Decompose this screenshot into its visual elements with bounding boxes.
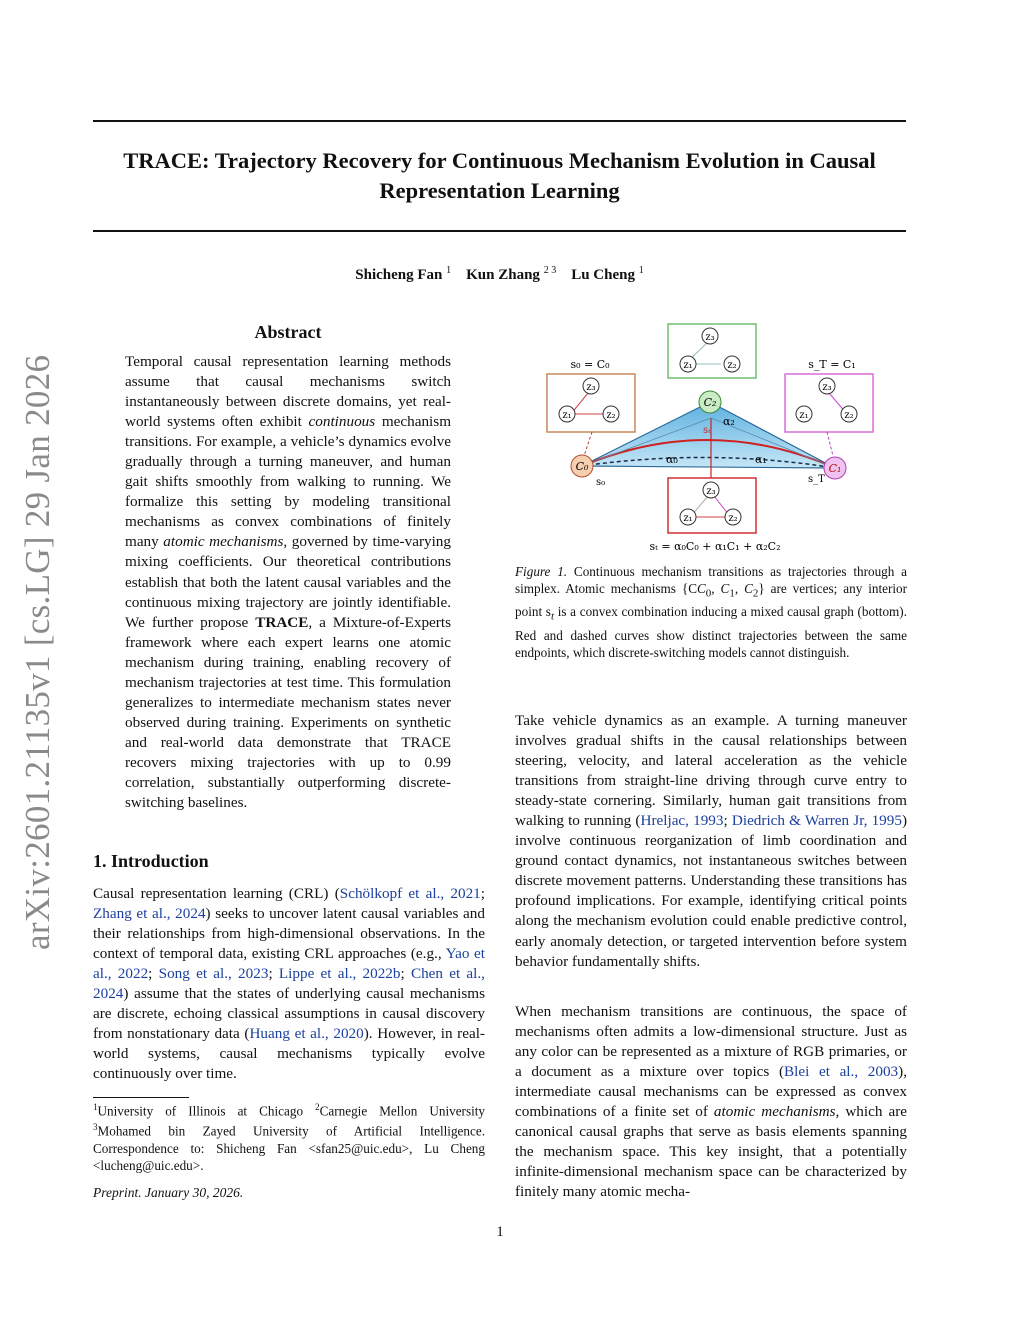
svg-text:C₀: C₀ xyxy=(575,460,589,473)
author-affiliation: 1 xyxy=(446,265,452,276)
svg-text:z₃: z₃ xyxy=(822,382,832,393)
svg-text:z₁: z₁ xyxy=(683,513,693,524)
title-bottom-rule xyxy=(93,230,906,232)
citation-link[interactable]: Chen et al., 2024 xyxy=(93,965,485,1003)
svg-text:z₂: z₂ xyxy=(844,410,854,421)
citation-link[interactable]: Blei et al., 2003 xyxy=(784,1063,899,1081)
abstract-text: Temporal causal representation learning methods assume that causal mechanisms switch instantaneously between discrete domains, yet real-world systems often exhibit continuous mechanism transitions. For example, a vehicle’s dynamics evolve gradually through a turning maneuver, and human gait shifts smoothly from walking to running. We formalize this setting by modeling transitional mechanisms as convex combinations of finitely many atomic mechanisms, governed by time-varying mixing coefficients. Our theoretical contributions establish that both the latent causal variables and the continuous mixing trajectory are jointly identifiable. We further propose TRACE, a Mixture-of-Experts framework where each expert learns one atomic mechanism during training, enabling recovery of mechanism trajectories at test time. This formulation generalizes to intermediate mechanism states never observed during training. Experiments on synthetic and real-world data demonstrate that TRACE recovers mixing trajectories with up to 0.99 correlation, substantially outperforming discrete-switching baselines. xyxy=(125,353,452,812)
intro-paragraph: Causal representation learning (CRL) (Schölkopf et al., 2021; Zhang et al., 2024) seeks to uncover latent causal variables and their relationships from high-dimensional observations. In the context of temporal data, existing CRL approaches (e.g., Yao et al., 2022; Song et al., 2023; Lippe et al., 2022b; Chen et al., 2024) assume that the states of underlying causal mechanisms are discrete, echoing classical assumptions in causal discovery from nonstationary data (Huang et al., 2020). However, in real-world systems, causal mechanisms typically evolve continuously over time. xyxy=(93,885,485,1083)
label-alpha2: α₂ xyxy=(723,415,735,428)
label-alpha1: α₁ xyxy=(755,453,767,466)
page-number: 1 xyxy=(496,1224,504,1240)
label-sT: s_T xyxy=(808,474,825,485)
author-name: Lu Cheng xyxy=(571,267,635,283)
label-s0: s₀ xyxy=(596,477,606,488)
citation-link[interactable]: Yao et al., 2022 xyxy=(93,945,485,983)
citation-link[interactable]: Zhang et al., 2024 xyxy=(93,905,206,923)
svg-text:z₃: z₃ xyxy=(706,486,716,497)
svg-text:C₂: C₂ xyxy=(703,396,717,409)
figure-1-caption: Figure 1. Continuous mechanism transitions as trajectories through a simplex. Atomic mechanisms {$CC_0$, $C_1$, $C_2$} are vertices; any interior point $s_t$ is a convex combination inducing a mixed causal graph (bottom). Red and dashed curves show distinct trajectories between the same endpoints, which discrete-switching models cannot distinguish. xyxy=(515,564,908,660)
svg-text:C₁: C₁ xyxy=(828,462,842,475)
citation-link[interactable]: Hreljac, 1993 xyxy=(640,812,724,830)
citation-link[interactable]: Diedrich & Warren Jr, 1995 xyxy=(731,812,902,830)
paper-title: TRACE: Trajectory Recovery for Continuous Mechanism Evolution in Causal Representation Learning xyxy=(123,148,876,203)
node-label: z₂ xyxy=(727,360,737,371)
label-sT-eq: s_T = C₁ xyxy=(808,358,856,371)
node-label: z₁ xyxy=(683,360,693,371)
footnote-rule xyxy=(93,1097,189,1098)
affiliation-footnote: $^1$University of Illinois at Chicago $^2$Carnegie Mellon University $^3$Mohamed bin Zayed University of Artificial Intelligence. Correspondence to: Shicheng Fan <sfan25@uic.edu>, Lu Cheng <lucheng@uic.edu>. xyxy=(93,1102,485,1173)
citation-link[interactable]: Lippe et al., 2022b xyxy=(278,965,401,983)
author-list xyxy=(93,265,906,284)
label-st: sₜ xyxy=(703,425,711,436)
svg-text:z₂: z₂ xyxy=(606,410,616,421)
arxiv-stamp: arXiv:2601.21135v1 [cs.LG] 29 Jan 2026 xyxy=(18,354,57,950)
label-s0-eq: s₀ = C₀ xyxy=(570,358,610,371)
svg-text:z₃: z₃ xyxy=(586,382,596,393)
author-name: Shicheng Fan xyxy=(355,267,443,283)
node-label: z₃ xyxy=(705,332,715,343)
author-name: Kun Zhang xyxy=(466,267,540,283)
body-paragraph: When mechanism transitions are continuous, the space of mechanisms often admits a low-dimensional structure. Just as any color can be represented as a mixture of RGB primaries, or a document as a mixture over topics (Blei et al., 2003), intermediate causal mechanisms can be expressed as convex combinations of a finite set of atomic mechanisms, which are canonical causal graphs that serve as basis elements spanning the mechanism space. This key insight, that a potentially infinite-dimensional mechanism space can be characterized by finitely many atomic mecha- xyxy=(515,1003,907,1201)
svg-text:z₁: z₁ xyxy=(799,410,809,421)
citation-link[interactable]: Huang et al., 2020 xyxy=(249,1025,364,1043)
author-affiliation: 1 xyxy=(638,265,644,276)
section-heading-introduction: 1. Introduction xyxy=(93,851,209,871)
title-top-rule xyxy=(93,120,906,122)
figure-1-diagram xyxy=(540,318,900,558)
svg-text:z₂: z₂ xyxy=(728,513,738,524)
body-paragraph: Take vehicle dynamics as an example. A turning maneuver involves gradual shifts in the causal relationships between steering, velocity, and lateral acceleration as the vehicle transitions from straight-line driving through curve entry to steady-state cornering. Similarly, human gait transitions from walking to running (Hreljac, 1993; Diedrich & Warren Jr, 1995) involve continuous reorganization of limb coordination and ground contact dynamics, not instantaneous switches between discrete movement patterns. Understanding these transitions has profound implications. For example, identifying critical points along the mechanism evolution could enable predictive control, early anomaly detection, or targeted intervention before system behavior fundamentally shifts. xyxy=(515,712,908,970)
label-alpha0: α₀ xyxy=(666,453,678,466)
abstract-heading: Abstract xyxy=(254,322,322,342)
label-st-equation: sₜ = α₀C₀ + α₁C₁ + α₂C₂ xyxy=(649,540,781,553)
citation-link[interactable]: Song et al., 2023 xyxy=(158,965,269,983)
author-affiliation: 2 3 xyxy=(543,265,557,276)
svg-text:z₁: z₁ xyxy=(562,410,572,421)
citation-link[interactable]: Schölkopf et al., 2021 xyxy=(339,885,481,902)
preprint-note: Preprint. January 30, 2026. xyxy=(93,1185,244,1200)
